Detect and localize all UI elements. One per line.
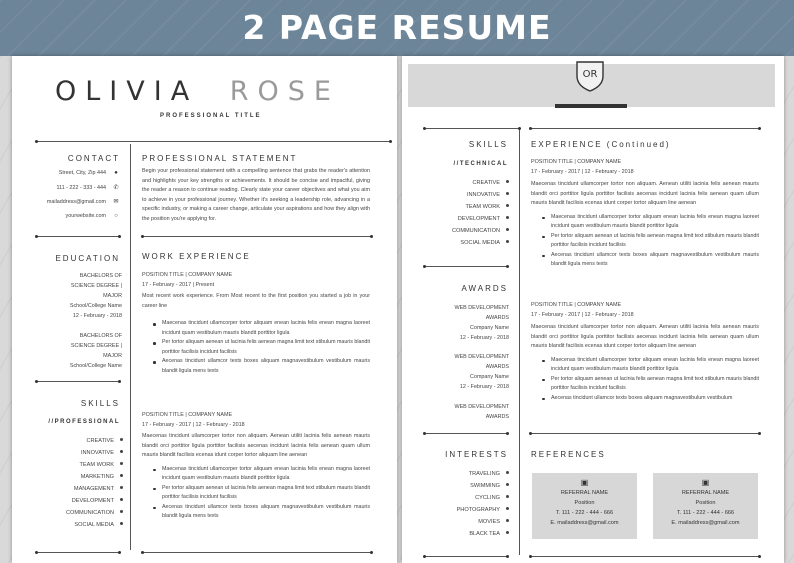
skills-heading: SKILLS <box>80 399 120 408</box>
award-entry <box>408 403 509 421</box>
person-icon: ▣ <box>701 478 710 487</box>
skill-item: MANAGEMENT <box>22 483 123 495</box>
experience-heading: EXPERIENCE (Continued) <box>531 140 671 149</box>
skill-item: INNOVATIVE <box>406 189 509 201</box>
award-name: WEB DEVELOPMENT <box>454 404 509 410</box>
job-summary: Maecenas tincidunt ullamcorper tortor non aliquam. Aenean utiliti lacinia felis aenean mauris blandit orci porttitor ligula porttitor facilisis aecenas incidunt lacinia felis aenean quam ullum mauris blandit facilisis ecenas idunt corper tortor aliquam line aenean <box>531 324 759 350</box>
skill-item: INNOVATIVE <box>22 447 123 459</box>
degree-line: SCIENCE DEGREE | <box>70 343 122 349</box>
contact-web: yourwebsite.com <box>65 213 106 219</box>
job-bullet: Maecenas tincidunt ullamcorper tortor aliquam enean lacinia felis enean magna laoreet incidunt quam vestibulum mauris blandit porttitor ligula <box>541 356 759 375</box>
reference-position: Position <box>574 500 595 506</box>
job-entry <box>142 271 370 376</box>
interests-list <box>406 468 509 540</box>
degree-line: MAJOR <box>103 353 122 359</box>
divider <box>424 433 508 434</box>
skill-item: SOCIAL MEDIA <box>406 237 509 249</box>
award-entry <box>408 353 509 391</box>
award-company: Company Name <box>470 325 509 331</box>
resume-page-1 <box>12 56 397 563</box>
skill-item: CREATIVE <box>22 435 123 447</box>
awards-heading: AWARDS <box>461 284 508 293</box>
accent-bar <box>555 104 627 108</box>
job-bullet: Per tortor aliquam aenean ut lacinia felis aenean magna limit text stibulum mauris blandit porttitor facilisis incidunt facilisis <box>152 484 370 503</box>
person-icon: ▣ <box>580 478 589 487</box>
reference-email: E. mailaddress@gmail.com <box>550 520 619 526</box>
reference-name: REFERRAL NAME <box>681 490 730 496</box>
job-entry <box>531 301 759 403</box>
skill-item: TEAM WORK <box>406 201 509 213</box>
skills-list <box>406 177 509 249</box>
skills-subheading: //TECHNICAL <box>453 161 508 167</box>
job-dates: 17 - February - 2017 | Present <box>142 282 215 288</box>
award-dates: 12 - February - 2018 <box>459 335 509 341</box>
job-summary: Most recent work experience. From Most recent to the first position you started a job in your career line <box>142 293 370 309</box>
job-entry <box>531 158 759 270</box>
education-entry <box>22 332 122 370</box>
job-bullet: Per tortor aliquam aenean ut lacinia felis aenean magna limit text stibulum mauris blandit porttitor facilisis incidunt facilisis <box>541 232 759 251</box>
skills-list <box>22 435 123 531</box>
award-name: AWARDS <box>485 364 509 370</box>
job-summary: Maecenas tincidunt ullamcorper tortor non aliquam. Aenean utiliti lacinia felis aenean mauris blandit orci porttitor ligula porttitor facilisis aecenas incidunt lacinia felis aenean quam ullum mauris blandit facilisis ecenas idunt corper tortor aliquam line aenean <box>531 181 759 207</box>
school-name: School/College Name <box>69 363 122 369</box>
first-name: OLIVIA <box>55 76 199 107</box>
references-heading: REFERENCES <box>531 450 606 459</box>
job-dates: 17 - February - 2017 | 12 - February - 2018 <box>142 422 245 428</box>
location-icon: ● <box>114 170 118 176</box>
divider <box>36 141 391 142</box>
skill-item: SOCIAL MEDIA <box>22 519 123 531</box>
interests-heading: INTERESTS <box>445 450 508 459</box>
skill-item: DEVELOPMENT <box>22 495 123 507</box>
degree-line: BACHELORS OF <box>79 333 122 339</box>
divider <box>36 236 120 237</box>
column-divider <box>519 130 520 555</box>
job-bullet: Maecenas tincidunt ullamcorper tortor aliquam enean lacinia felis enean magna laoreet incidunt quam vestibulum mauris blandit porttitor ligula <box>152 465 370 484</box>
mail-icon: ✉ <box>113 199 119 205</box>
reference-position: Position <box>695 500 716 506</box>
award-entry <box>408 304 509 342</box>
divider <box>142 552 372 553</box>
monogram-text: OR <box>582 69 598 80</box>
degree-line: MAJOR <box>103 293 122 299</box>
monogram-shield-icon <box>575 60 605 92</box>
award-name: WEB DEVELOPMENT <box>454 305 509 311</box>
degree-line: BACHELORS OF <box>79 273 122 279</box>
skill-item: CREATIVE <box>406 177 509 189</box>
banner <box>0 0 794 56</box>
divider <box>424 128 520 129</box>
interest-item: MOVIES <box>406 516 509 528</box>
globe-icon: ○ <box>114 213 118 219</box>
job-title: POSITION TITLE | COMPANY NAME <box>531 159 622 165</box>
award-company: Company Name <box>470 374 509 380</box>
award-dates: 12 - February - 2018 <box>459 384 509 390</box>
award-name: AWARDS <box>485 414 509 420</box>
degree-line: SCIENCE DEGREE | <box>70 283 122 289</box>
divider <box>530 556 760 557</box>
reference-email: E. mailaddress@gmail.com <box>671 520 740 526</box>
candidate-name <box>55 76 340 107</box>
divider <box>142 236 372 237</box>
education-dates: 12 - February - 2018 <box>72 313 122 319</box>
interest-item: SWIMMING <box>406 480 509 492</box>
reference-name: REFERRAL NAME <box>560 490 609 496</box>
reference-phone: T. 111 - 222 - 444 - 666 <box>555 510 614 516</box>
job-dates: 17 - February - 2017 | 12 - February - 2018 <box>531 312 634 318</box>
job-bullet: Maecenas tincidunt ullamcorper tortor aliquam enean lacinia felis enean magna laoreet incidunt quam vestibulum mauris blandit porttitor ligula <box>541 213 759 232</box>
education-heading: EDUCATION <box>55 254 120 263</box>
job-title: POSITION TITLE | COMPANY NAME <box>142 272 233 278</box>
contact-email: mailaddress@gmail.com <box>46 199 106 205</box>
banner-title: 2 PAGE RESUME <box>242 8 552 47</box>
job-bullet: Per tortor aliquam aenean ut lacinia felis aenean magna limit text stibulum mauris blandit porttitor facilisis incidunt facilisis <box>152 338 370 357</box>
interest-item: BLACK TEA <box>406 528 509 540</box>
professional-title: PROFESSIONAL TITLE <box>160 113 262 119</box>
column-divider <box>130 144 131 550</box>
job-bullet: Aecenas tincidunt ullamcor texts boxes aliquam magnavestibulum vestibulum mauris blandit ligula mens texts <box>541 251 759 270</box>
reference-card <box>653 473 758 539</box>
school-name: School/College Name <box>69 303 122 309</box>
skill-item: COMMUNICATION <box>406 225 509 237</box>
job-entry <box>142 411 370 522</box>
interest-item: CYCLING <box>406 492 509 504</box>
skill-item: COMMUNICATION <box>22 507 123 519</box>
job-summary: Maecenas tincidunt ullamcorper tortor non aliquam. Aenean utiliti lacinia felis aenean mauris blandit orci porttitor ligula porttitor facilisis aecenas incidunt lacinia felis aenean quam ullum mauris blandit facilisis ecenas idunt corper tortor aliquam line aenean <box>142 433 370 459</box>
contact-heading: CONTACT <box>67 154 120 163</box>
job-bullet: Per tortor aliquam aenean ut lacinia felis aenean magna limit text stibulum mauris blandit porttitor facilisis incidunt facilisis <box>541 375 759 394</box>
reference-card <box>532 473 637 539</box>
divider <box>530 433 760 434</box>
resume-page-2 <box>402 56 784 563</box>
work-heading: WORK EXPERIENCE <box>142 252 251 261</box>
contact-phone: 111 - 222 - 333 - 444 <box>56 185 106 191</box>
divider <box>36 381 120 382</box>
divider <box>424 266 508 267</box>
interest-item: TRAVELING <box>406 468 509 480</box>
job-bullet: Aecenas tincidunt ullamcor texts boxes aliquam magnavestibulum vestibulum mauris blandit ligula mens texts <box>152 503 370 522</box>
skill-item: DEVELOPMENT <box>406 213 509 225</box>
job-bullet: Maecenas tincidunt ullamcorper tortor aliquam enean lacinia felis enean magna laoreet incidunt quam vestibulum mauris blandit porttitor ligula <box>152 319 370 338</box>
job-bullet: Aecenas tincidunt ullamcor texts boxes aliquam magnavestibulum vestibulum <box>541 394 759 404</box>
job-title: POSITION TITLE | COMPANY NAME <box>142 412 233 418</box>
job-title: POSITION TITLE | COMPANY NAME <box>531 302 622 308</box>
skills-subheading: //PROFESSIONAL <box>48 419 120 425</box>
statement-heading: PROFESSIONAL STATEMENT <box>142 154 298 163</box>
divider <box>530 128 760 129</box>
statement-text: Begin your professional statement with a compelling sentence that grabs the reader's attention and highlights your key strengths or achievements. It should be concise and impactful, giving the reader a reason to continue reading. Clearly state your career objectives and what you aim to achieve in your professional journey. Whether it's seeking a leadership role, advancing in a specific industry, or making a career change, articulate your aspirations and how they align with the position you're applying for. <box>142 168 370 222</box>
skill-item: MARKETING <box>22 471 123 483</box>
job-dates: 17 - February - 2017 | 12 - February - 2018 <box>531 169 634 175</box>
skills-heading: SKILLS <box>468 140 508 149</box>
award-name: WEB DEVELOPMENT <box>454 354 509 360</box>
reference-phone: T. 111 - 222 - 444 - 666 <box>676 510 735 516</box>
interest-item: PHOTOGRAPHY <box>406 504 509 516</box>
last-name: ROSE <box>229 76 340 107</box>
phone-icon: ✆ <box>113 185 119 191</box>
divider <box>424 556 508 557</box>
contact-address: Street, City, Zip 444 <box>58 170 106 176</box>
job-bullet: Aecenas tincidunt ullamcor texts boxes aliquam magnavestibulum vestibulum mauris blandit ligula mens texts <box>152 357 370 376</box>
skill-item: TEAM WORK <box>22 459 123 471</box>
divider <box>36 552 120 553</box>
award-name: AWARDS <box>485 315 509 321</box>
education-entry <box>22 272 122 320</box>
